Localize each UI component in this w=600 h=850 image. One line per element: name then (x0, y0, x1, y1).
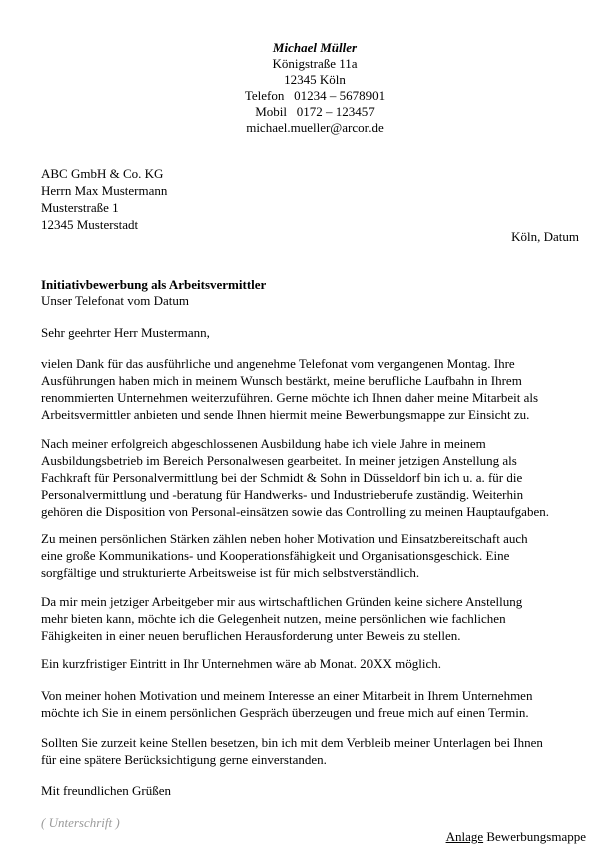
body-line: Von meiner hohen Motivation und meinem Interesse an einer Mitarbeit in Ihrem Unternehmen (41, 688, 533, 703)
body-paragraph (41, 688, 586, 722)
body-line: sorgfältige und strukturierte Arbeitsweise ist für mich selbstverständlich. (41, 565, 420, 580)
body-line: gehören die Disposition von Personal-einsätzen sowie das Controlling zu meinen Hauptaufgaben. (41, 504, 549, 519)
recipient-city: 12345 Musterstadt (41, 217, 139, 232)
body-line: Fachkraft für Personalvermittlung bei der Schmidt & Sohn in Düsseldorf bin ich u. a. für die (41, 470, 523, 485)
body-line: Zu meinen persönlichen Stärken zählen neben hoher Motivation und Einsatzbereitschaft auch (41, 531, 528, 546)
recipient-person: Herrn Max Mustermann (41, 183, 168, 198)
body-line: Ein kurzfristiger Eintritt in Ihr Unternehmen wäre ab Monat. 20XX möglich. (41, 656, 442, 671)
sender-name: Michael Müller (272, 40, 358, 55)
body-line: Arbeitsvermittler anbieten und sende Ihnen hiermit meine Bewerbungsmappe zur Einsicht zu. (41, 407, 530, 422)
body-paragraph (41, 531, 586, 582)
signature-placeholder: ( Unterschrift ) (41, 815, 120, 830)
recipient-company: ABC GmbH & Co. KG (41, 166, 164, 181)
body-line: vielen Dank für das ausführliche und angenehme Telefonat vom vergangenen Montag. Ihre (41, 356, 515, 371)
body-line: eine große Kommunikations- und Kooperationsfähigkeit und Organisationsgeschick. Eine (41, 548, 510, 563)
sender-mobile: Mobil 0172 – 123457 (255, 104, 375, 119)
body-line: mehr bieten kann, möchte ich die Gelegenheit nutzen, meine persönlichen wie fachlichen (41, 611, 506, 626)
body-line: Personalvermittlung und -beratung für Handwerks- und Industrieberufe zuständig. Weiterhin (41, 487, 524, 502)
body-line: Sollten Sie zurzeit keine Stellen besetzen, bin ich mit dem Verbleib meiner Unterlagen bei Ihnen (41, 735, 543, 750)
sender-email: michael.mueller@arcor.de (246, 120, 384, 135)
body-line: Fähigkeiten in einer neuen beruflichen Herausforderung unter Beweis zu stellen. (41, 628, 461, 643)
body-paragraph (41, 656, 586, 673)
body-line: renommierten Unternehmen weiterzuführen. Gerne möchte ich Ihnen daher meine Mitarbeit als (41, 390, 539, 405)
letter-date: Köln, Datum (511, 229, 579, 244)
enclosure-line (446, 829, 586, 845)
body-paragraph (41, 356, 586, 424)
body-line: Ausführungen haben mich in meinem Wunsch bestärkt, meine berufliche Laufbahn in Ihrem (41, 373, 522, 388)
salutation: Sehr geehrter Herr Mustermann, (41, 325, 210, 340)
body-line: Nach meiner erfolgreich abgeschlossenen Ausbildung habe ich viele Jahre in meinem (41, 436, 486, 451)
recipient-block (41, 166, 167, 234)
sender-phone: Telefon 01234 – 5678901 (244, 88, 386, 103)
subject-reference: Unser Telefonat vom Datum (41, 293, 189, 308)
closing: Mit freundlichen Grüßen (41, 783, 171, 798)
enclosure-text: Bewerbungsmappe (483, 829, 586, 844)
sender-street: Königstraße 11a (272, 56, 358, 71)
subject-block (41, 277, 266, 309)
subject-title: Initiativbewerbung als Arbeitsvermittler (41, 277, 267, 292)
body-paragraph (41, 436, 586, 521)
body-line: Da mir mein jetziger Arbeitgeber mir aus wirtschaftlichen Gründen keine sichere Anstellung (41, 594, 523, 609)
sender-city: 12345 Köln (284, 72, 346, 87)
recipient-street: Musterstraße 1 (41, 200, 119, 215)
enclosure-label: Anlage (445, 829, 484, 844)
body-line: für eine spätere Berücksichtigung gerne einverstanden. (41, 752, 327, 767)
body-line: Ausbildungsbetrieb im Bereich Personalwesen gearbeitet. In meiner jetzigen Anstellung als (41, 453, 517, 468)
sender-block (0, 40, 600, 136)
body-line: möchte ich Sie in einem persönlichen Gespräch überzeugen und freue mich auf einen Termin. (41, 705, 529, 720)
body-paragraph (41, 735, 586, 769)
body-paragraph (41, 594, 586, 645)
